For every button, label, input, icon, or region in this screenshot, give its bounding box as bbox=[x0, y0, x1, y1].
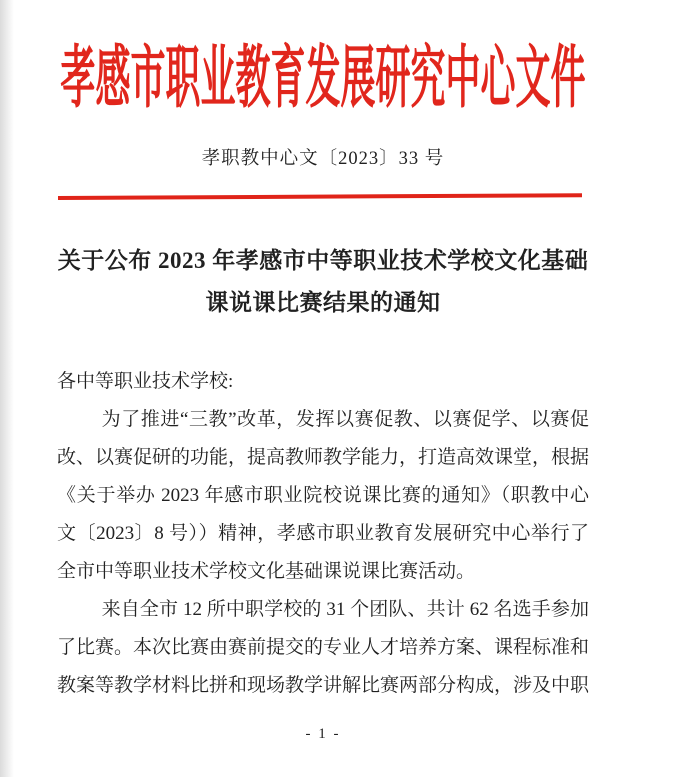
body-line: 文〔2023〕8 号））精神，孝感市职业教育发展研究中心举行了 bbox=[57, 523, 589, 544]
body-line: 教案等教学材料比拼和现场教学讲解比赛两部分构成，涉及中职 bbox=[57, 675, 590, 696]
letterhead-org-title: 孝感市职业教育发展研究中心文件 bbox=[60, 40, 586, 117]
salutation-line: 各中等职业技术学校: bbox=[57, 371, 234, 392]
document-content-column bbox=[57, 0, 589, 777]
body-line: 为了推进“三教”改革，发挥以赛促教、以赛促学、以赛促 bbox=[101, 409, 589, 430]
page-number: - 1 - bbox=[305, 726, 341, 742]
body-line: 全市中等职业技术学校文化基础课说课比赛活动。 bbox=[57, 561, 476, 582]
body-line: 《关于举办 2023 年感市职业院校说课比赛的通知》（职教中心 bbox=[57, 485, 589, 506]
body-line: 了比赛。本次比赛由赛前提交的专业人才培养方案、课程标准和 bbox=[57, 637, 590, 658]
document-title bbox=[57, 240, 589, 324]
red-divider-line bbox=[58, 193, 582, 200]
document-title-line-2: 课说课比赛结果的通知 bbox=[205, 290, 441, 315]
document-title-line-1: 关于公布 2023 年孝感市中等职业技术学校文化基础 bbox=[57, 248, 589, 273]
document-body bbox=[57, 363, 589, 705]
document-number: 孝职教中心文〔2023〕33 号 bbox=[201, 149, 445, 169]
body-line: 改、以赛促研的功能，提高教师教学能力，打造高效课堂，根据 bbox=[57, 447, 590, 468]
body-line: 来自全市 12 所中职学校的 31 个团队、共计 62 名选手参加 bbox=[101, 599, 589, 620]
body-paragraphs bbox=[57, 401, 589, 705]
scan-edge-shadow bbox=[0, 0, 14, 777]
